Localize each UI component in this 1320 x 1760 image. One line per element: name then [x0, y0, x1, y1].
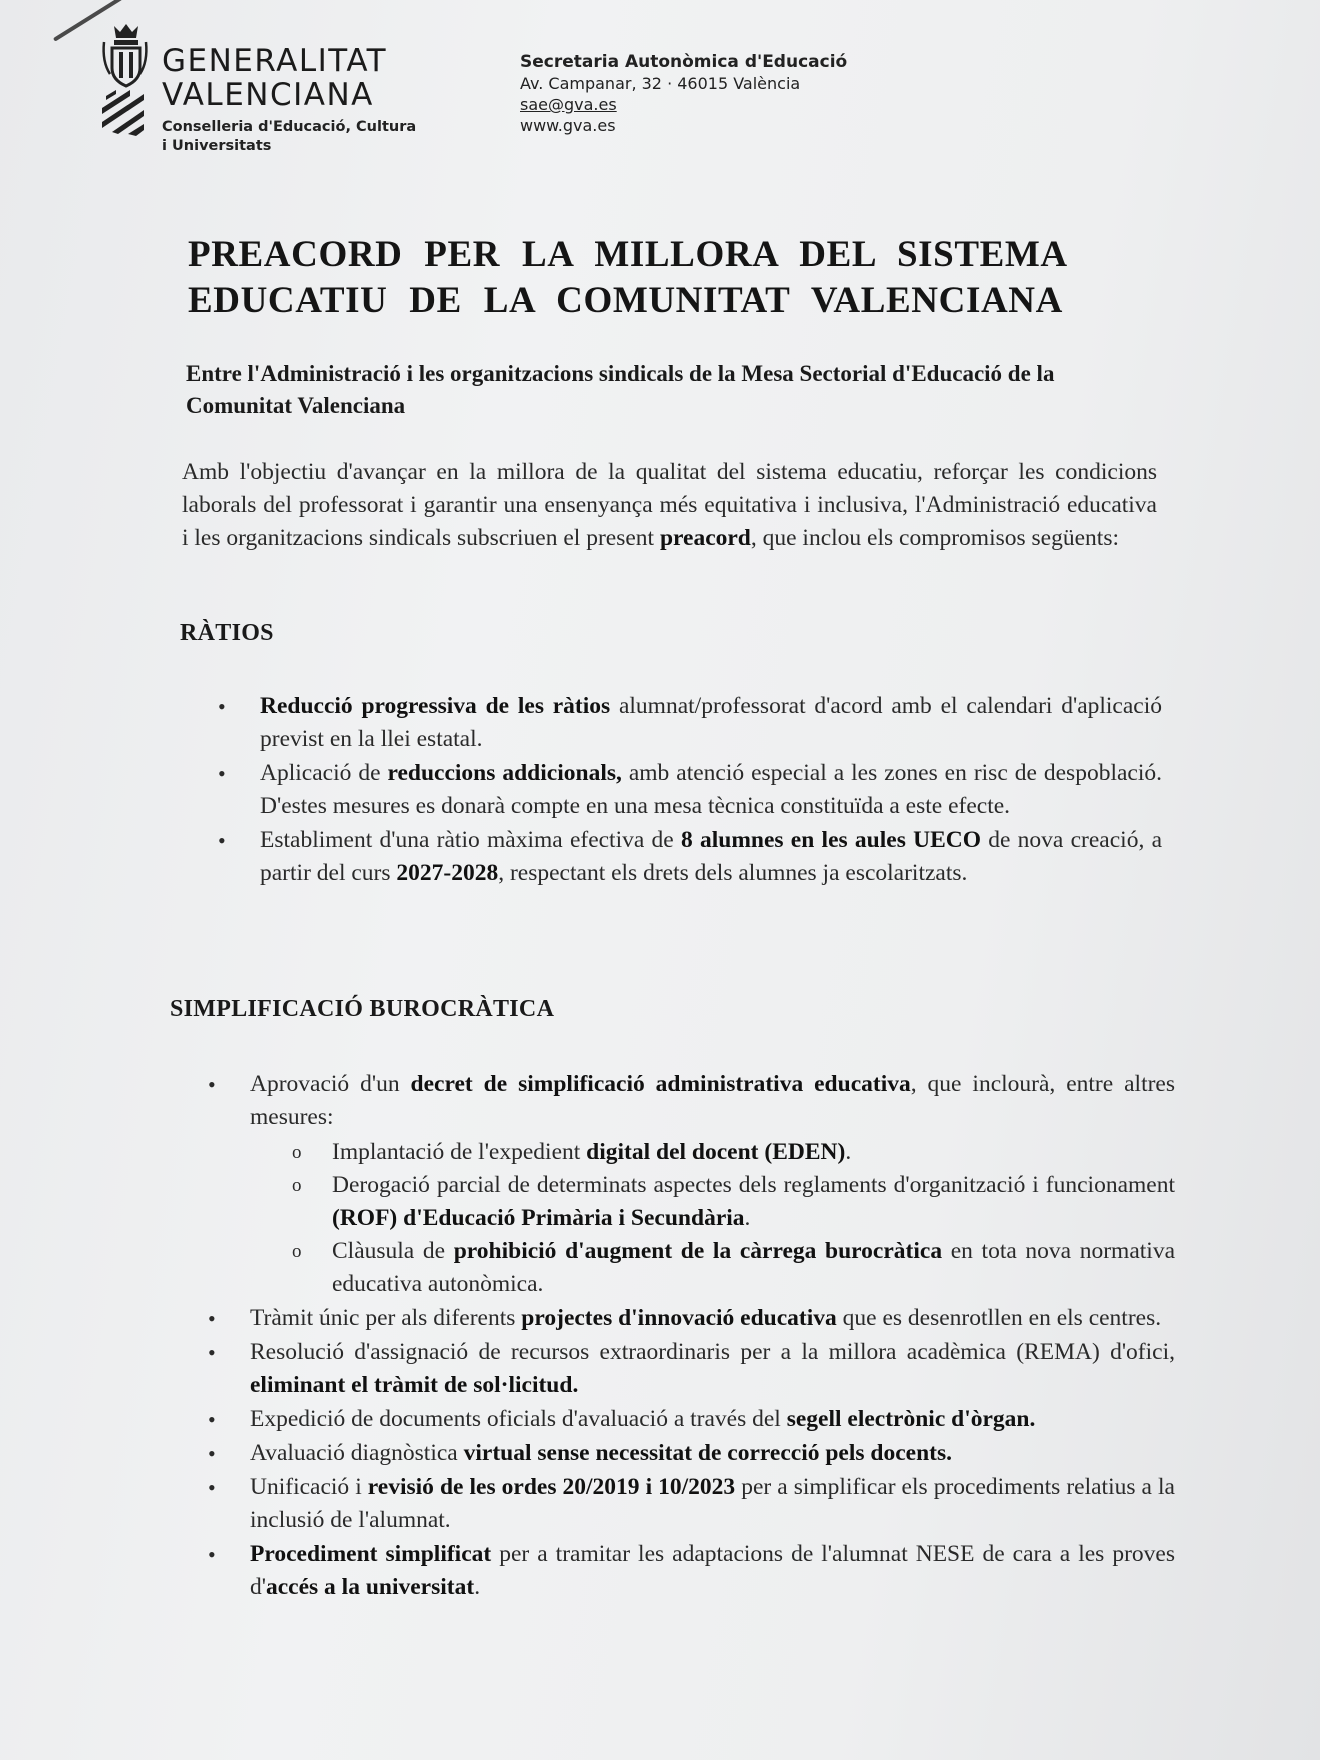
list-item — [218, 690, 1163, 756]
bullet-icon: • — [208, 1407, 216, 1432]
sub-list-item — [292, 1235, 1176, 1301]
list-item — [208, 1302, 1175, 1335]
subitem-pre: Derogació parcial de determinats aspectes dels reglaments d'organització i funcionament — [332, 1172, 1175, 1198]
department-line1: Conselleria d'Educació, Cultura — [162, 119, 417, 135]
section-heading-ratios: RÀTIOS — [180, 620, 274, 646]
document-title-line1: PREACORD PER LA MILLORA DEL SISTEMA — [188, 234, 1068, 275]
bullet-icon: • — [208, 1306, 216, 1331]
list-item — [208, 1403, 1175, 1436]
item-text: que es desenrotllen en els centres. — [836, 1305, 1162, 1331]
subitem-pre: Implantació de l'expedient — [332, 1139, 587, 1165]
item-pre: Establiment d'una ràtio màxima efectiva de — [260, 827, 681, 853]
item-bold: eliminant el tràmit de sol·licitud. — [250, 1372, 579, 1398]
item-mid: per a tramitar les adaptacions de l'alumnat NESE de cara a les proves d' — [250, 1541, 1175, 1600]
item-bold: decret de simplificació administrativa educativa — [410, 1071, 911, 1097]
office-web-link[interactable]: www.gva.es — [520, 116, 616, 135]
bullet-icon: • — [208, 1340, 216, 1365]
list-item — [218, 824, 1163, 890]
subitem-text: en tota nova normativa educativa autonòmica. — [332, 1238, 1176, 1297]
document-subtitle: Entre l'Administració i les organitzacions sindicals de la Mesa Sectorial d'Educació de la Comunitat Valenciana — [186, 361, 1055, 418]
bullet-icon: • — [208, 1542, 216, 1567]
sub-list-item — [292, 1136, 1175, 1169]
item-bold: 8 alumnes en les aules UECO — [680, 827, 981, 853]
item-bold: Procediment simplificat — [250, 1541, 492, 1567]
item-pre: Tràmit únic per als diferents — [250, 1305, 522, 1331]
document-title-line2: EDUCATIU DE LA COMUNITAT VALENCIANA — [188, 280, 1063, 321]
bullet-icon: • — [218, 761, 226, 786]
item-pre: Unificació i — [250, 1474, 368, 1500]
item-bold: segell electrònic d'òrgan. — [786, 1406, 1036, 1432]
section-heading-simplificacio: SIMPLIFICACIÓ BUROCRÀTICA — [170, 996, 555, 1022]
sub-list-item — [292, 1169, 1175, 1235]
org-name-line1: GENERALITAT — [162, 43, 388, 79]
ratios-list — [218, 690, 1163, 891]
list-item — [208, 1068, 1176, 1301]
intro-text-start: Amb l'objectiu d'avançar en la millora de la qualitat del sistema educatiu, reforçar les condicions laborals del professorat i garantir una ensenyança més equitativa i inclusiva, l'Administració educativa i les organitzacions sindicals subscriuen el present — [182, 459, 1157, 551]
intro-bold-preacord: preacord — [659, 525, 751, 551]
item-bold: Reducció progressiva de les ràtios — [260, 693, 611, 719]
item-pre: Avaluació diagnòstica — [250, 1440, 464, 1466]
subitem-bold: prohibició d'augment de la càrrega burocràtica — [453, 1238, 943, 1264]
simplificacio-list — [208, 1068, 1176, 1605]
item-bold: projectes d'innovació educativa — [521, 1305, 837, 1331]
bullet-icon: • — [208, 1441, 216, 1466]
item-bold-2: accés a la universitat — [265, 1574, 475, 1600]
list-item — [208, 1437, 1175, 1470]
item-bold: reduccions addicionals, — [387, 760, 622, 786]
circle-bullet-icon: o — [292, 1142, 302, 1163]
document-title — [188, 232, 1188, 324]
item-pre: Resolució d'assignació de recursos extraordinaris per a la millora acadèmica (REMA) d'ofici, — [250, 1339, 1175, 1365]
subitem-text: . — [744, 1205, 751, 1231]
item-text: . — [474, 1574, 481, 1600]
bullet-icon: • — [208, 1475, 216, 1500]
office-email-link[interactable]: sae@gva.es — [520, 95, 617, 114]
item-pre: Aprovació d'un — [250, 1071, 411, 1097]
office-title: Secretaria Autonòmica d'Educació — [520, 52, 848, 72]
list-item — [208, 1538, 1175, 1604]
item-bold-2: 2027-2028 — [396, 860, 499, 886]
item-bold: virtual sense necessitat de correcció pels docents. — [463, 1440, 953, 1466]
list-item — [208, 1471, 1175, 1537]
sub-list — [250, 1136, 1175, 1301]
item-text: , respectant els drets dels alumnes ja escolaritzats. — [498, 860, 968, 886]
item-mid: de nova creació, a partir del curs — [260, 827, 1163, 886]
item-text: alumnat/professorat d'acord amb el calendari d'aplicació previst en la llei estatal. — [260, 693, 1163, 752]
item-text: , que inclourà, entre altres mesures: — [250, 1071, 1176, 1130]
bullet-icon: • — [218, 694, 226, 719]
item-text: per a simplificar els procediments relatius a la inclusió de l'alumnat. — [250, 1474, 1175, 1533]
item-text: amb atenció especial a les zones en risc de despoblació. D'estes mesures es donarà compte en una mesa tècnica constituïda a este efecte. — [260, 760, 1162, 819]
subitem-pre: Clàusula de — [332, 1238, 454, 1264]
subitem-bold: (ROF) d'Educació Primària i Secundària — [332, 1205, 745, 1231]
item-bold: revisió de les ordes 20/2019 i 10/2023 — [367, 1474, 736, 1500]
office-address: Av. Campanar, 32 · 46015 València — [520, 74, 801, 93]
circle-bullet-icon: o — [292, 1241, 302, 1262]
circle-bullet-icon: o — [292, 1175, 302, 1196]
org-name-line2: VALENCIANA — [162, 77, 374, 113]
item-pre: Aplicació de — [260, 760, 388, 786]
list-item — [208, 1336, 1175, 1402]
bullet-icon: • — [218, 828, 226, 853]
bullet-icon: • — [208, 1072, 216, 1097]
department-line2: i Universitats — [162, 138, 272, 154]
intro-text-end: , que inclou els compromisos següents: — [750, 525, 1119, 551]
subitem-text: . — [845, 1139, 852, 1165]
subitem-bold: digital del docent (EDEN) — [586, 1139, 846, 1165]
list-item — [218, 757, 1162, 823]
intro-paragraph — [182, 456, 1157, 555]
item-pre: Expedició de documents oficials d'avaluació a través del — [250, 1406, 787, 1432]
